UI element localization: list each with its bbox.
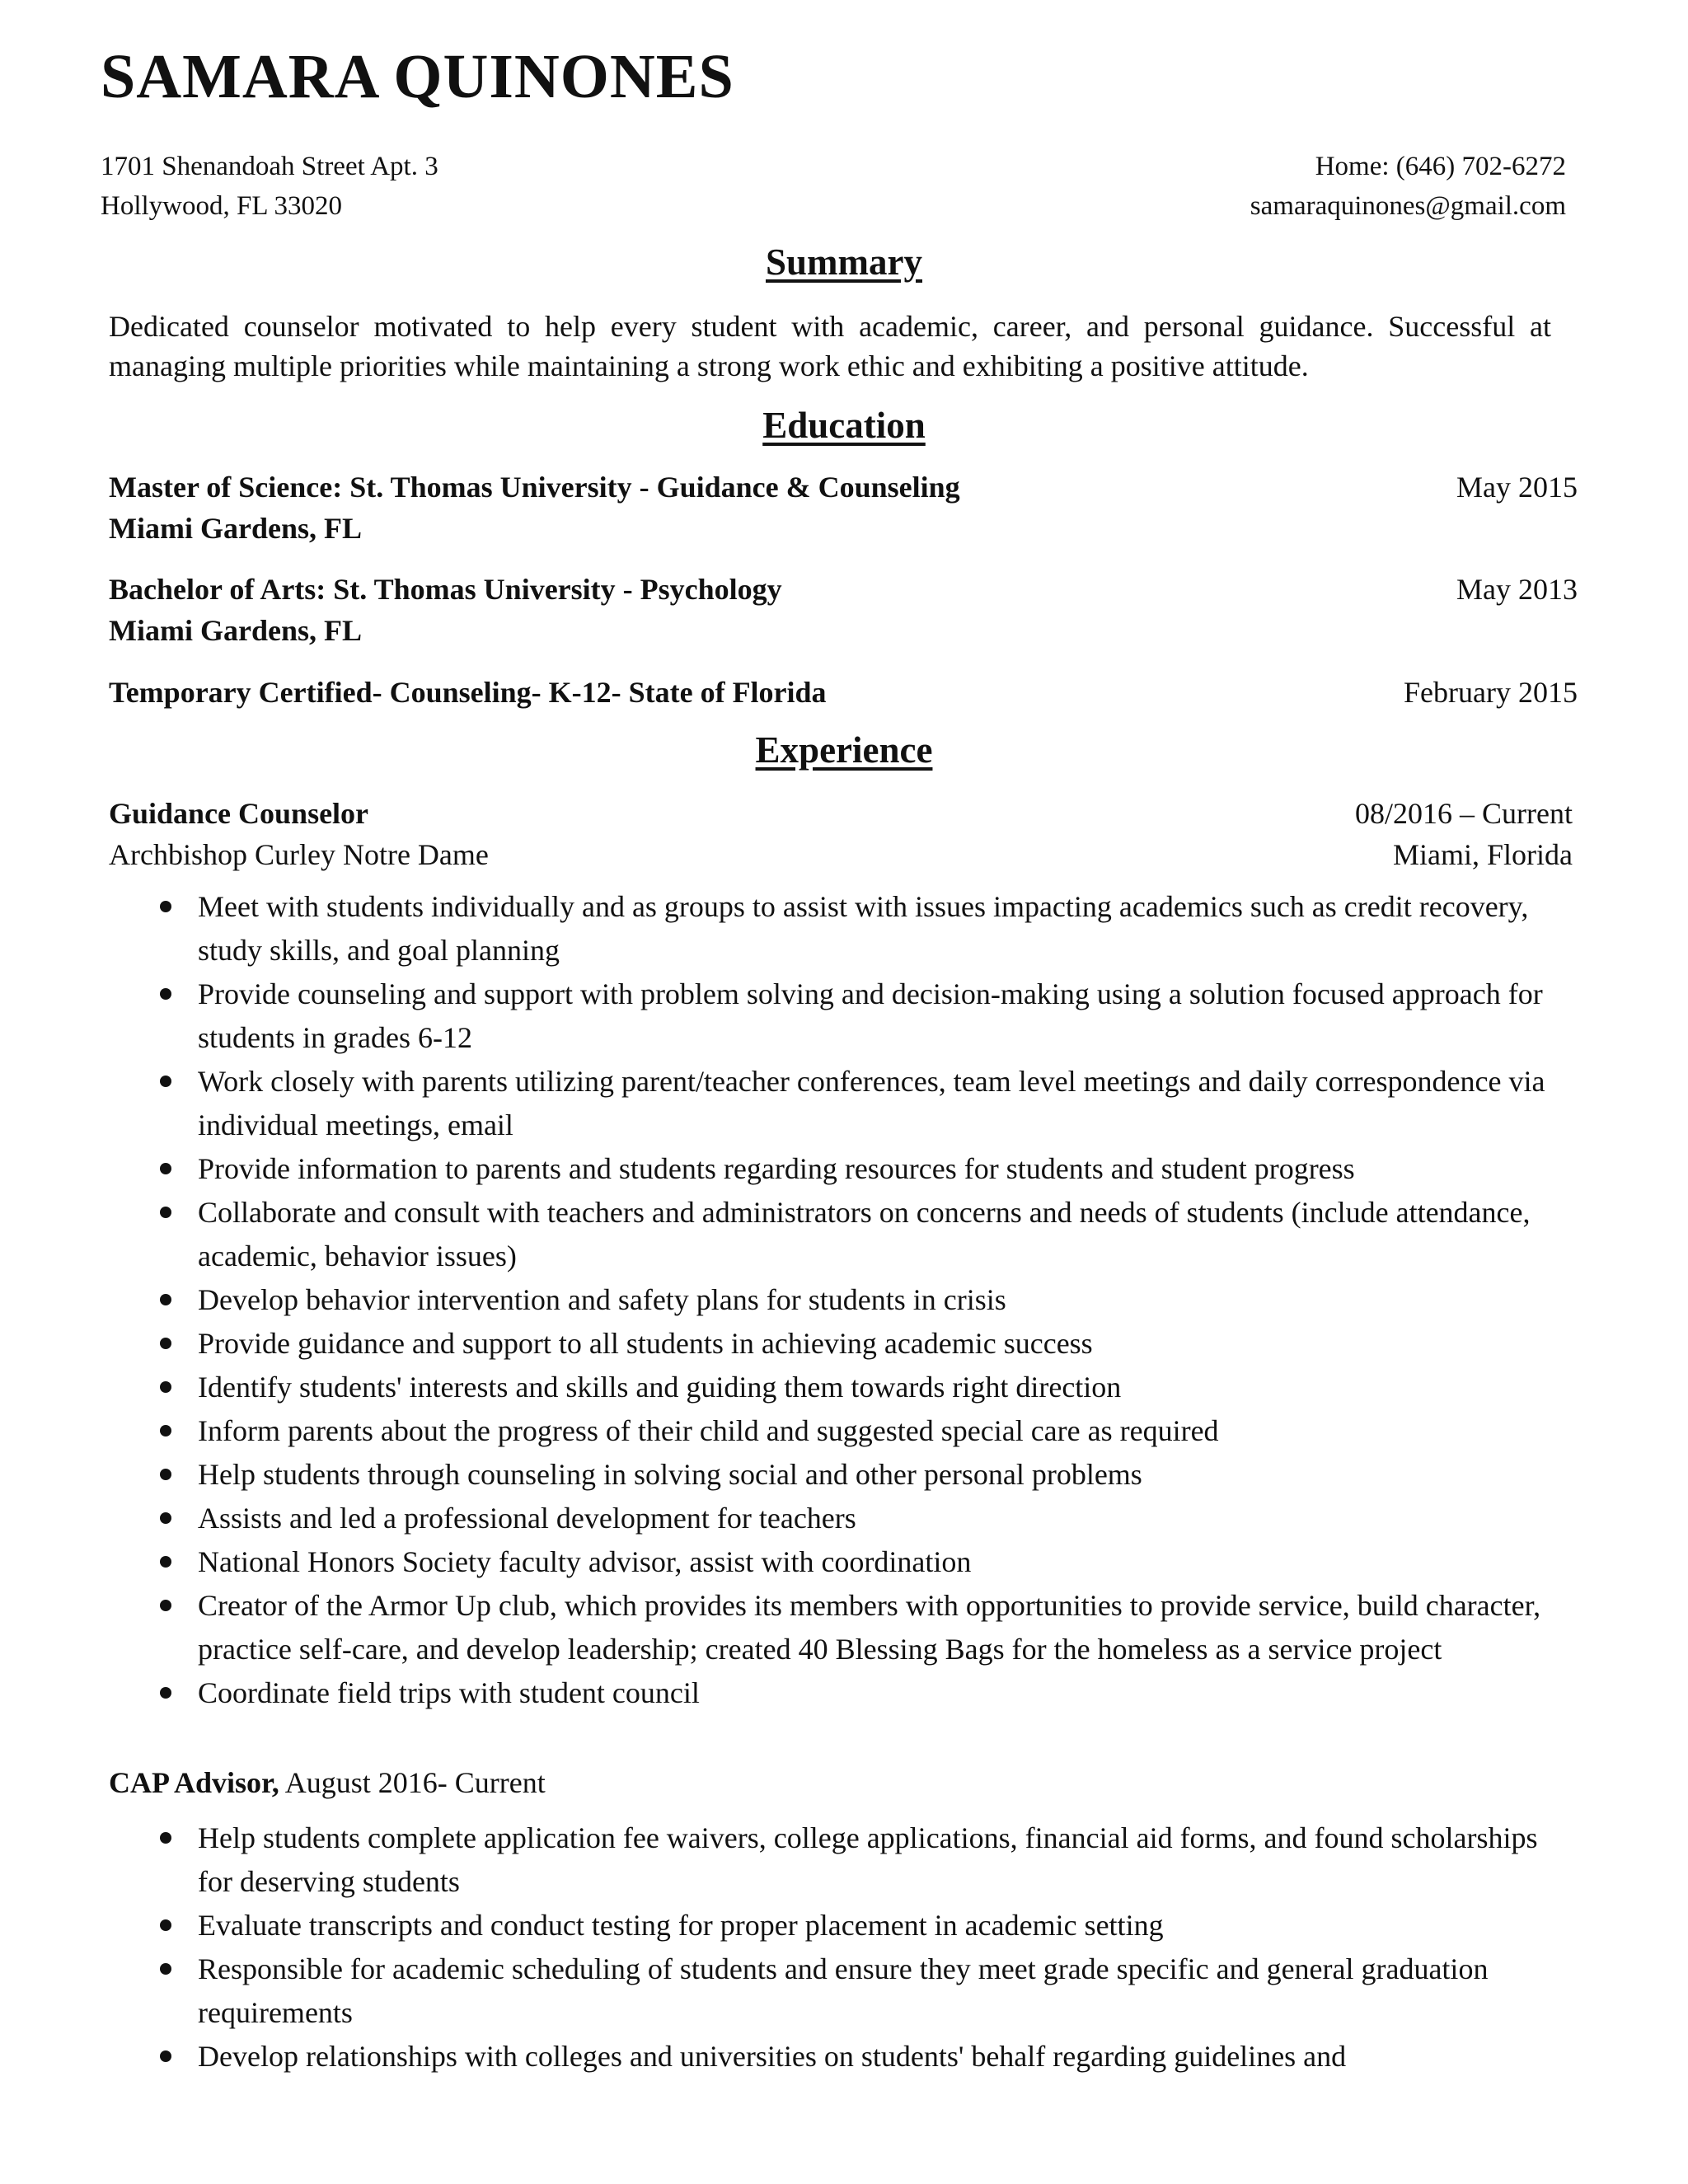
bullet-text: Develop relationships with colleges and universities on students' behalf regarding guidelines and xyxy=(198,2040,1347,2073)
bullet-text: Creator of the Armor Up club, which provides its members with opportunities to provide service, build character, practice self-care, and develop leadership; created 40 Blessing Bags for the homeless as a service project xyxy=(198,1589,1541,1666)
degree-location: Miami Gardens, FL xyxy=(109,512,362,545)
list-item xyxy=(157,1947,1558,2035)
job-cap-advisor xyxy=(109,1762,546,1803)
job-location: Miami, Florida xyxy=(1393,838,1573,871)
list-item xyxy=(157,1671,1558,1715)
bullet-icon xyxy=(160,1687,171,1699)
bullet-text: Work closely with parents utilizing parent/teacher conferences, team level meetings and daily correspondence via individual meetings, email xyxy=(198,1065,1545,1141)
bullet-icon xyxy=(160,988,171,1000)
list-item xyxy=(157,1584,1558,1671)
degree-title: Bachelor of Arts: St. Thomas University - Psychology xyxy=(109,573,782,606)
bullet-icon xyxy=(160,1963,171,1975)
bullet-text: Help students through counseling in solving social and other personal problems xyxy=(198,1458,1142,1491)
bullet-icon xyxy=(160,1469,171,1480)
list-item xyxy=(157,1409,1558,1453)
job-dates: August 2016- Current xyxy=(284,1766,546,1799)
list-item xyxy=(157,1497,1558,1540)
list-item xyxy=(157,1147,1558,1191)
degree-title: Master of Science: St. Thomas University - Guidance & Counseling xyxy=(109,471,960,504)
education-entry-certification xyxy=(109,672,1578,713)
degree-location: Miami Gardens, FL xyxy=(109,614,362,647)
list-item xyxy=(157,1816,1558,1904)
summary-heading: Summary xyxy=(766,241,922,283)
summary-text: Dedicated counselor motivated to help every student with academic, career, and personal guidance. Successful at managing multiple priorities while maintaining a strong work ethic and exhibiting a positive attitude. xyxy=(109,310,1551,382)
list-item xyxy=(157,1278,1558,1322)
education-heading: Education xyxy=(762,405,926,446)
bullet-text: Provide counseling and support with problem solving and decision-making using a solution focused approach for students in grades 6-12 xyxy=(198,977,1543,1054)
degree-date: May 2013 xyxy=(1456,573,1578,606)
bullet-icon xyxy=(160,1512,171,1524)
job-title: Guidance Counselor xyxy=(109,797,369,830)
bullet-icon xyxy=(160,1338,171,1349)
bullet-text: Assists and led a professional development for teachers xyxy=(198,1502,856,1535)
email-address: samaraquinones@gmail.com xyxy=(1250,191,1566,221)
bullet-text: Coordinate field trips with student council xyxy=(198,1676,700,1709)
job-duties-list xyxy=(157,885,1558,1715)
bullet-text: Responsible for academic scheduling of students and ensure they meet grade specific and general graduation requirements xyxy=(198,1952,1489,2029)
certification-date: February 2015 xyxy=(1404,676,1578,709)
list-item xyxy=(157,1060,1558,1147)
bullet-text: Provide information to parents and students regarding resources for students and student progress xyxy=(198,1152,1355,1185)
list-item xyxy=(157,972,1558,1060)
education-entry-masters xyxy=(109,466,1578,549)
bullet-text: Inform parents about the progress of their child and suggested special care as required xyxy=(198,1414,1219,1447)
bullet-text: Meet with students individually and as groups to assist with issues impacting academics such as credit recovery, study skills, and goal planning xyxy=(198,890,1529,967)
experience-heading: Experience xyxy=(755,729,933,771)
list-item xyxy=(157,1191,1558,1278)
bullet-icon xyxy=(160,1294,171,1305)
bullet-icon xyxy=(160,1556,171,1568)
bullet-text: Develop behavior intervention and safety plans for students in crisis xyxy=(198,1283,1006,1316)
bullet-icon xyxy=(160,1381,171,1393)
address-line-2: Hollywood, FL 33020 xyxy=(101,191,343,221)
bullet-icon xyxy=(160,1832,171,1844)
bullet-icon xyxy=(160,1919,171,1931)
bullet-text: National Honors Society faculty advisor, assist with coordination xyxy=(198,1545,972,1578)
bullet-icon xyxy=(160,901,171,912)
education-entry-bachelors xyxy=(109,569,1578,651)
certification-title: Temporary Certified- Counseling- K-12- State of Florida xyxy=(109,676,827,709)
bullet-icon xyxy=(160,1207,171,1218)
list-item xyxy=(157,885,1558,972)
address-line-1: 1701 Shenandoah Street Apt. 3 xyxy=(101,152,438,181)
job-employer: Archbishop Curley Notre Dame xyxy=(109,838,489,871)
candidate-name: SAMARA QUINONES xyxy=(101,42,734,111)
contact-block xyxy=(101,147,1566,226)
bullet-icon xyxy=(160,1425,171,1436)
bullet-text: Provide guidance and support to all students in achieving academic success xyxy=(198,1327,1093,1360)
bullet-text: Evaluate transcripts and conduct testing for proper placement in academic setting xyxy=(198,1909,1164,1942)
bullet-text: Collaborate and consult with teachers and administrators on concerns and needs of students (include attendance, academic, behavior issues) xyxy=(198,1196,1531,1272)
bullet-icon xyxy=(160,1163,171,1174)
list-item xyxy=(157,1453,1558,1497)
job-title: CAP Advisor, xyxy=(109,1766,279,1799)
bullet-icon xyxy=(160,1076,171,1087)
list-item xyxy=(157,1366,1558,1409)
phone-number: Home: (646) 702-6272 xyxy=(1315,152,1566,181)
job-duties-list xyxy=(157,1816,1558,2079)
degree-date: May 2015 xyxy=(1456,471,1578,504)
list-item xyxy=(157,1322,1558,1366)
bullet-text: Identify students' interests and skills and guiding them towards right direction xyxy=(198,1371,1122,1404)
list-item xyxy=(157,1904,1558,1947)
bullet-icon xyxy=(160,1600,171,1611)
job-dates: 08/2016 – Current xyxy=(1355,797,1573,830)
list-item xyxy=(157,2035,1558,2079)
job-guidance-counselor xyxy=(109,793,1573,875)
bullet-text: Help students complete application fee waivers, college applications, financial aid forms, and found scholarships for deserving students xyxy=(198,1821,1538,1898)
bullet-icon xyxy=(160,2050,171,2062)
list-item xyxy=(157,1540,1558,1584)
